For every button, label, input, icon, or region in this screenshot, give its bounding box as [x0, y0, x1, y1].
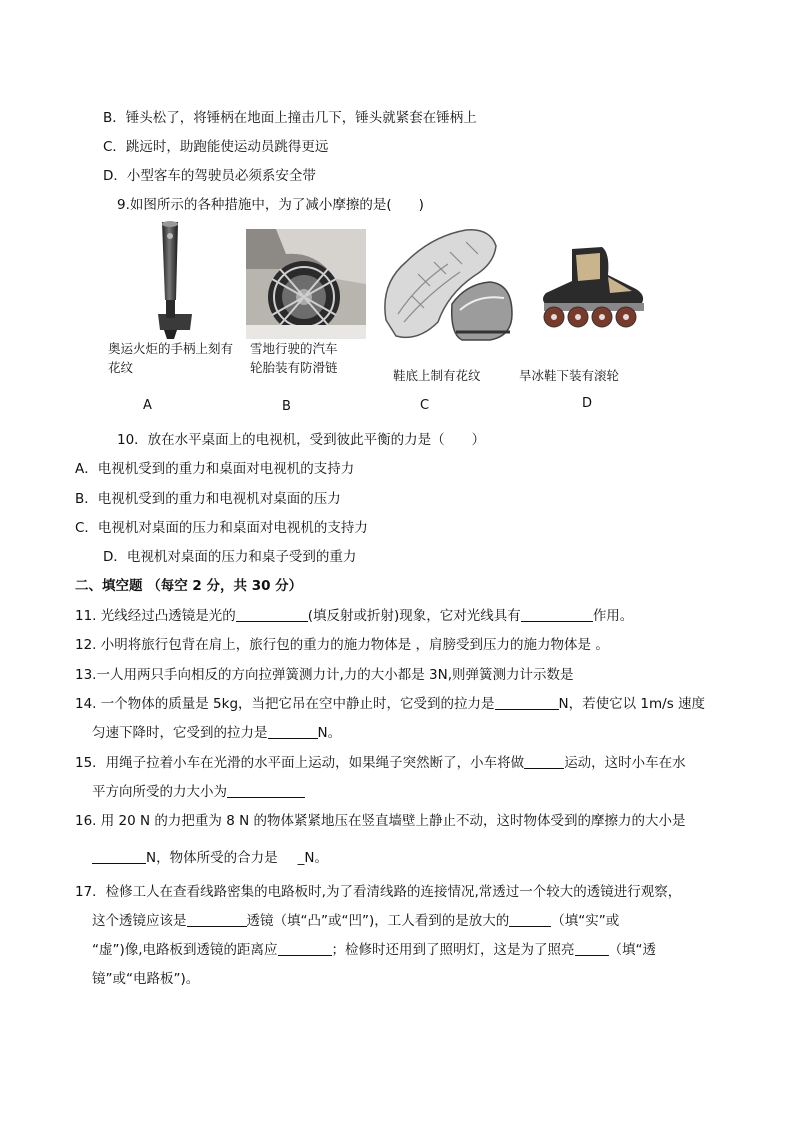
q12: 12. 小明将旅行包背在肩上，旅行包的重力的施力物体是 ，肩膀受到压力的施力物体是 。: [75, 637, 609, 653]
q14-line-2: 匀速下降时，它受到的拉力是 N。: [92, 725, 342, 741]
q17-line-1: 17．检修工人在查看线路密集的电路板时,为了看清线路的连接情况,常透过一个较大的透镜进行观察，: [75, 884, 682, 900]
q14-blank-2[interactable]: [268, 725, 318, 739]
sneaker-figure: [378, 224, 516, 346]
figure-c-caption: 鞋底上制有花纹: [393, 368, 481, 383]
q17-line-4: 镜”或“电路板”)。: [92, 971, 200, 987]
section-2-heading: 二、填空题 （每空 2 分，共 30 分）: [75, 578, 303, 594]
q17-blank-1[interactable]: [187, 913, 247, 927]
figure-b-letter: B: [282, 399, 291, 414]
q17-blank-3[interactable]: [278, 942, 332, 956]
q17-line-2: 这个透镜应该是 透镜（填“凸”或“凹”)，工人看到的是放大的 （填“实”或: [92, 913, 620, 929]
roller-skate-figure: [532, 245, 652, 330]
q8-option-b: B．锤头松了，将锤柄在地面上撞击几下，锤头就紧套在锤柄上: [103, 110, 477, 126]
q11-blank-1[interactable]: [236, 608, 308, 622]
figure-d-letter: D: [582, 396, 593, 411]
q8-option-d: D．小型客车的驾驶员必须系安全带: [103, 168, 316, 184]
figure-d-caption: 旱冰鞋下装有滚轮: [519, 368, 620, 383]
q10-stem: 10．放在水平桌面上的电视机，受到彼此平衡的力是（ ）: [117, 432, 486, 448]
q9-stem: 9.如图所示的各种措施中，为了减小摩擦的是( ): [117, 197, 424, 213]
q10-option-b: B．电视机受到的重力和电视机对桌面的压力: [75, 491, 341, 507]
q14-line-1: 14. 一个物体的质量是 5kg，当把它吊在空中静止时，它受到的拉力是 N，若使它以 1m/s 速度: [75, 696, 706, 712]
q16-line-2: N，物体所受的合力是 _N。: [92, 850, 328, 866]
figure-a-letter: A: [143, 398, 152, 413]
q15-blank-2[interactable]: [227, 784, 305, 798]
q17-line-3: “虚”)像,电路板到透镜的距离应 ；检修时还用到了照明灯，这是为了照亮 （填“透: [92, 942, 657, 958]
q8-option-c: C．跳远时，助跑能使运动员跳得更远: [103, 139, 329, 155]
q15-line-1: 15．用绳子拉着小车在光滑的水平面上运动，如果绳子突然断了，小车将做 运动，这时小车在水: [75, 755, 686, 771]
q17-blank-4[interactable]: [575, 942, 609, 956]
q14-blank-1[interactable]: [495, 696, 559, 710]
q11: 11. 光线经过凸透镜是光的 (填反射或折射)现象，它对光线具有 作用。: [75, 608, 634, 624]
figure-c-letter: C: [420, 398, 430, 413]
q16-blank-1[interactable]: [92, 850, 146, 864]
figure-b-caption: 雪地行驶的汽车 轮胎装有防滑链: [250, 341, 338, 376]
q16-line-1: 16. 用 20 N 的力把重为 8 N 的物体紧紧地压在竖直墙壁上静止不动，这时物体受到的摩擦力的大小是: [75, 813, 686, 829]
q15-blank-1[interactable]: [524, 755, 564, 769]
q11-blank-2[interactable]: [521, 608, 593, 622]
q10-option-c: C．电视机对桌面的压力和桌面对电视机的支持力: [75, 520, 368, 536]
q15-line-2: 平方向所受的力大小为: [92, 784, 305, 800]
q13: 13.一人用两只手向相反的方向拉弹簧测力计,力的大小都是 3N,则弹簧测力计示数是: [75, 667, 574, 683]
figure-a-caption: 奥运火炬的手柄上刻有 花纹: [108, 341, 234, 376]
q10-option-d: D．电视机对桌面的压力和桌子受到的重力: [103, 549, 357, 565]
torch-figure: [150, 218, 200, 340]
q17-blank-2[interactable]: [509, 913, 551, 927]
tire-chain-figure: [246, 229, 366, 339]
q10-option-a: A．电视机受到的重力和桌面对电视机的支持力: [75, 461, 355, 477]
